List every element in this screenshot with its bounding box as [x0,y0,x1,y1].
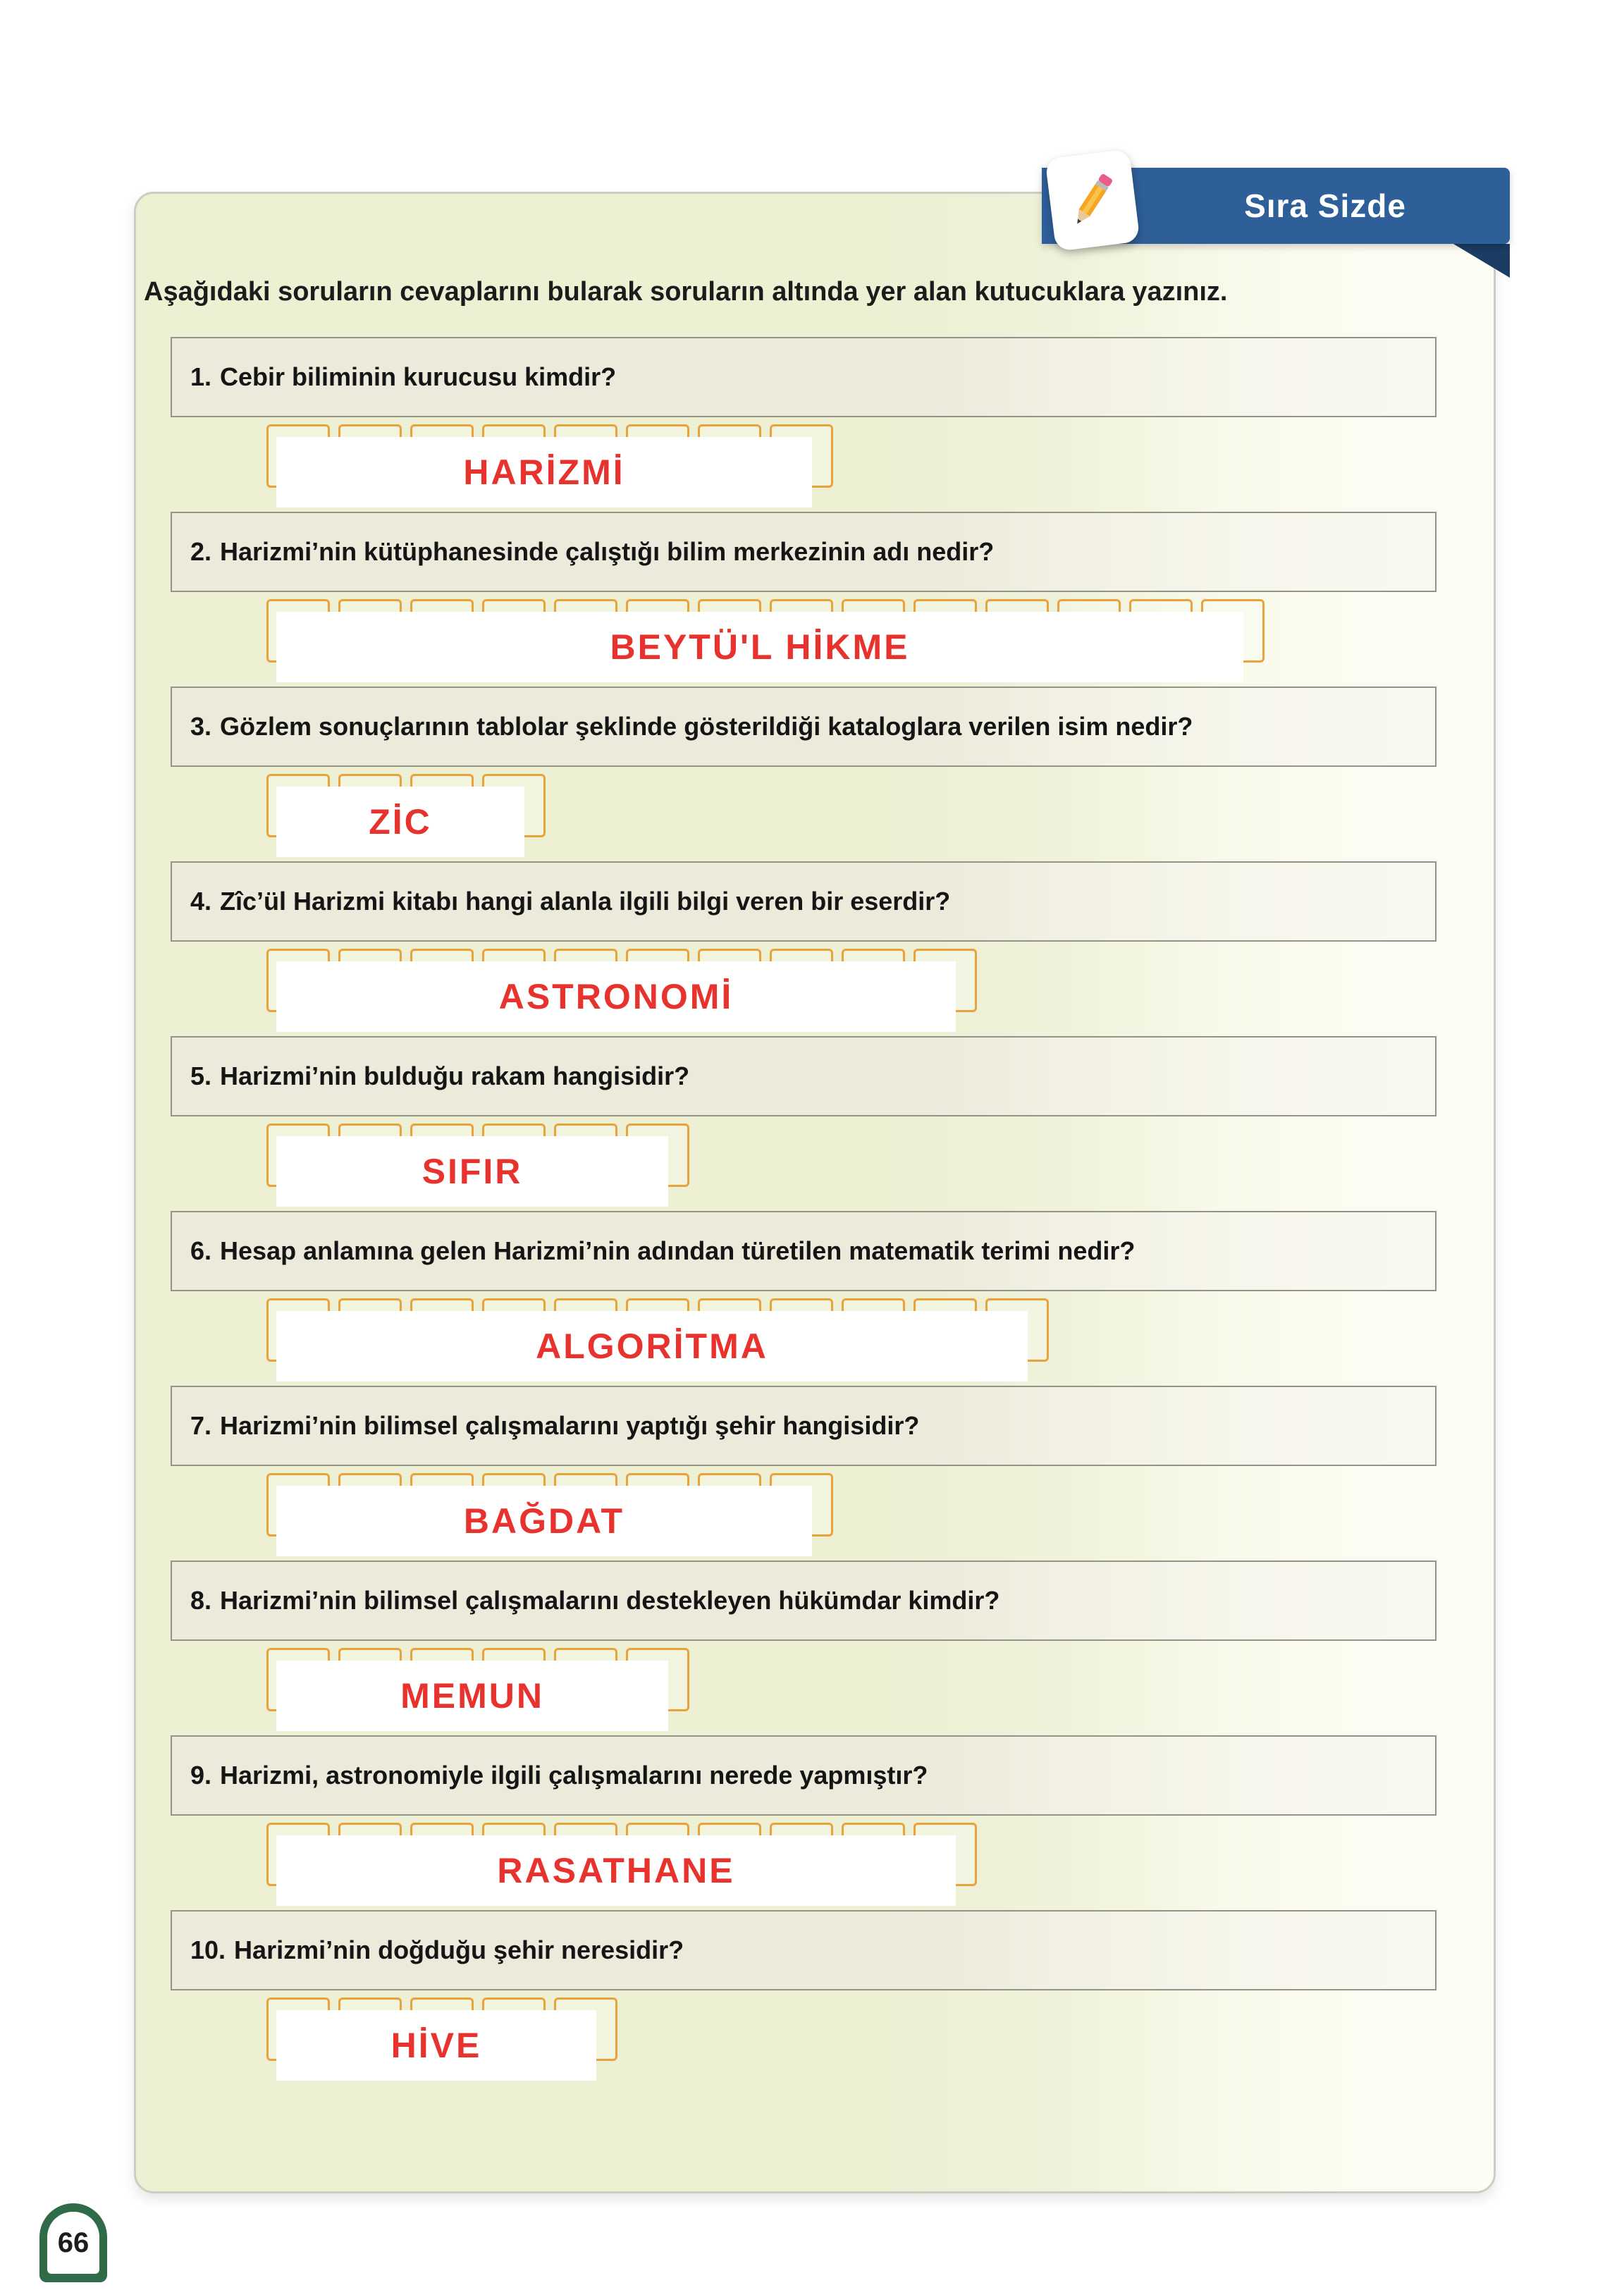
answer-text: BAĞDAT [463,1501,625,1541]
answer-text: ALGORİTMA [536,1326,768,1366]
question-block [171,1386,1437,1560]
question-block [171,1910,1437,2085]
banner-fold [1453,244,1510,278]
answer-text: BEYTÜ'L HİKME [610,627,910,667]
page-number: 66 [47,2212,99,2274]
answer-strip [276,612,1243,682]
question-text: Hesap anlamına gelen Harizmi’nin adından türetilen matematik terimi nedir? [220,1236,1136,1265]
question-number: 9. [190,1761,212,1790]
question-text: Harizmi’nin bilimsel çalışmalarını destekleyen hükümdar kimdir? [220,1586,1000,1615]
question-box [171,1910,1437,1990]
question-block [171,1211,1437,1386]
question-block [171,1735,1437,1910]
banner-title: Sıra Sizde [1244,187,1406,224]
question-block [171,687,1437,861]
pencil-icon [1057,164,1129,237]
question-box [171,512,1437,592]
question-block [171,1036,1437,1211]
question-block [171,1560,1437,1735]
question-number: 2. [190,537,212,566]
question-number: 7. [190,1411,212,1440]
answer-area [171,592,1437,687]
answer-area [171,1466,1437,1560]
answer-strip [276,1136,668,1207]
answer-text: SIFIR [422,1152,523,1191]
answer-area [171,1116,1437,1211]
question-text: Harizmi’nin bilimsel çalışmalarını yaptığı şehir hangisidir? [220,1411,920,1440]
answer-text: MEMUN [400,1676,544,1716]
question-box [171,337,1437,417]
question-text: Zîc’ül Harizmi kitabı hangi alanla ilgili bilgi veren bir eserdir? [220,887,951,916]
question-box [171,687,1437,767]
question-text: Harizmi’nin doğduğu şehir neresidir? [234,1935,684,1964]
instruction-text: Aşağıdaki soruların cevaplarını bularak soruların altında yer alan kutucuklara yazınız. [144,277,1228,307]
question-number: 4. [190,887,212,916]
answer-area [171,1990,1437,2085]
answer-area [171,1291,1437,1386]
question-box [171,1036,1437,1116]
answer-strip [276,787,524,857]
answer-strip [276,961,956,1032]
question-text: Harizmi’nin kütüphanesinde çalıştığı bilim merkezinin adı nedir? [220,537,995,566]
question-text: Harizmi, astronomiyle ilgili çalışmalarını nerede yapmıştır? [220,1761,928,1790]
question-text: Harizmi’nin bulduğu rakam hangisidir? [220,1061,690,1090]
answer-area [171,1816,1437,1910]
question-box [171,1735,1437,1816]
answer-area [171,1641,1437,1735]
answer-text: ASTRONOMİ [498,977,734,1016]
answer-text: RASATHANE [497,1851,735,1890]
pencil-tab [1045,149,1140,252]
answer-strip [276,1835,956,1906]
answer-area [171,417,1437,512]
question-block [171,337,1437,512]
question-box [171,861,1437,942]
question-text: Cebir biliminin kurucusu kimdir? [220,362,617,391]
question-block [171,512,1437,687]
question-number: 1. [190,362,212,391]
page-number-badge [39,2203,107,2282]
question-number: 6. [190,1236,212,1265]
question-number: 5. [190,1061,212,1090]
question-text: Gözlem sonuçlarının tablolar şeklinde gösterildiği kataloglara verilen isim nedir? [220,712,1193,741]
answer-area [171,942,1437,1036]
answer-strip [276,2010,596,2081]
question-number: 3. [190,712,212,741]
answer-text: HARİZMİ [463,453,625,492]
answer-strip [276,1486,812,1556]
question-number: 10. [190,1935,226,1964]
answer-text: ZİC [369,802,432,842]
answer-area [171,767,1437,861]
answer-strip [276,437,812,507]
question-number: 8. [190,1586,212,1615]
question-box [171,1386,1437,1466]
questions-list [171,337,1437,2085]
answer-text: HİVE [390,2026,482,2065]
answer-strip [276,1661,668,1731]
question-box [171,1560,1437,1641]
answer-strip [276,1311,1028,1381]
question-block [171,861,1437,1036]
question-box [171,1211,1437,1291]
